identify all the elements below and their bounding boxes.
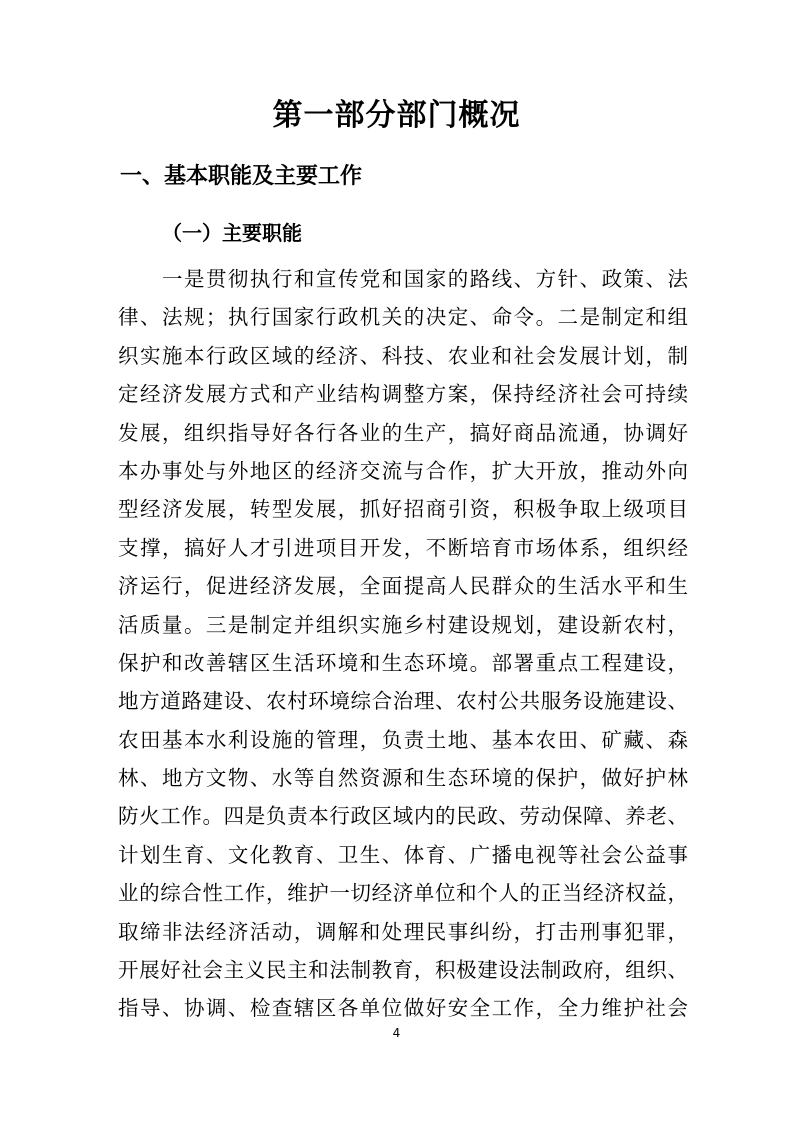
page-number: 4 — [392, 1026, 401, 1040]
paragraph-line: 发展，组织指导好各行各业的生产，搞好商品流通，协调好 — [118, 420, 688, 445]
main-paragraph — [118, 260, 688, 1028]
paragraph-line: 农田基本水利设施的管理，负责土地、基本农田、矿藏、森 — [118, 727, 688, 752]
paragraph-line: 取缔非法经济活动，调解和处理民事纠纷，打击刑事犯罪， — [118, 919, 688, 944]
paragraph-line: 地方道路建设、农村环境综合治理、农村公共服务设施建设、 — [118, 689, 688, 714]
paragraph-line: 律、法规；执行国家行政机关的决定、命令。二是制定和组 — [118, 305, 688, 330]
subsection-heading: （一）主要职能 — [162, 221, 302, 245]
paragraph-line: 定经济发展方式和产业结构调整方案，保持经济社会可持续 — [118, 382, 688, 407]
paragraph-line: 指导、协调、检查辖区各单位做好安全工作，全力维护社会 — [118, 996, 688, 1021]
paragraph-line: 织实施本行政区域的经济、科技、农业和社会发展计划，制 — [118, 343, 688, 368]
paragraph-line: 保护和改善辖区生活环境和生态环境。部署重点工程建设， — [118, 650, 688, 675]
paragraph-line: 型经济发展，转型发展，抓好招商引资，积极争取上级项目 — [118, 497, 688, 522]
paragraph-line: 业的综合性工作，维护一切经济单位和个人的正当经济权益， — [118, 881, 688, 906]
section-heading: 一、基本职能及主要工作 — [120, 164, 363, 189]
page-title: 第一部分部门概况 — [272, 98, 521, 133]
paragraph-line: 林、地方文物、水等自然资源和生态环境的保护，做好护林 — [118, 766, 688, 791]
paragraph-line: 济运行，促进经济发展，全面提高人民群众的生活水平和生 — [118, 574, 688, 599]
paragraph-line: 计划生育、文化教育、卫生、体育、广播电视等社会公益事 — [118, 842, 688, 867]
paragraph-line: 活质量。三是制定并组织实施乡村建设规划，建设新农村， — [118, 612, 688, 637]
paragraph-line: 本办事处与外地区的经济交流与合作，扩大开放，推动外向 — [118, 458, 688, 483]
paragraph-line: 开展好社会主义民主和法制教育，积极建设法制政府，组织、 — [118, 958, 688, 983]
paragraph-line: 防火工作。四是负责本行政区域内的民政、劳动保障、养老、 — [118, 804, 688, 829]
paragraph-line: 支撑，搞好人才引进项目开发，不断培育市场体系，组织经 — [118, 535, 688, 560]
paragraph-line: 一是贯彻执行和宣传党和国家的路线、方针、政策、法 — [162, 267, 688, 291]
